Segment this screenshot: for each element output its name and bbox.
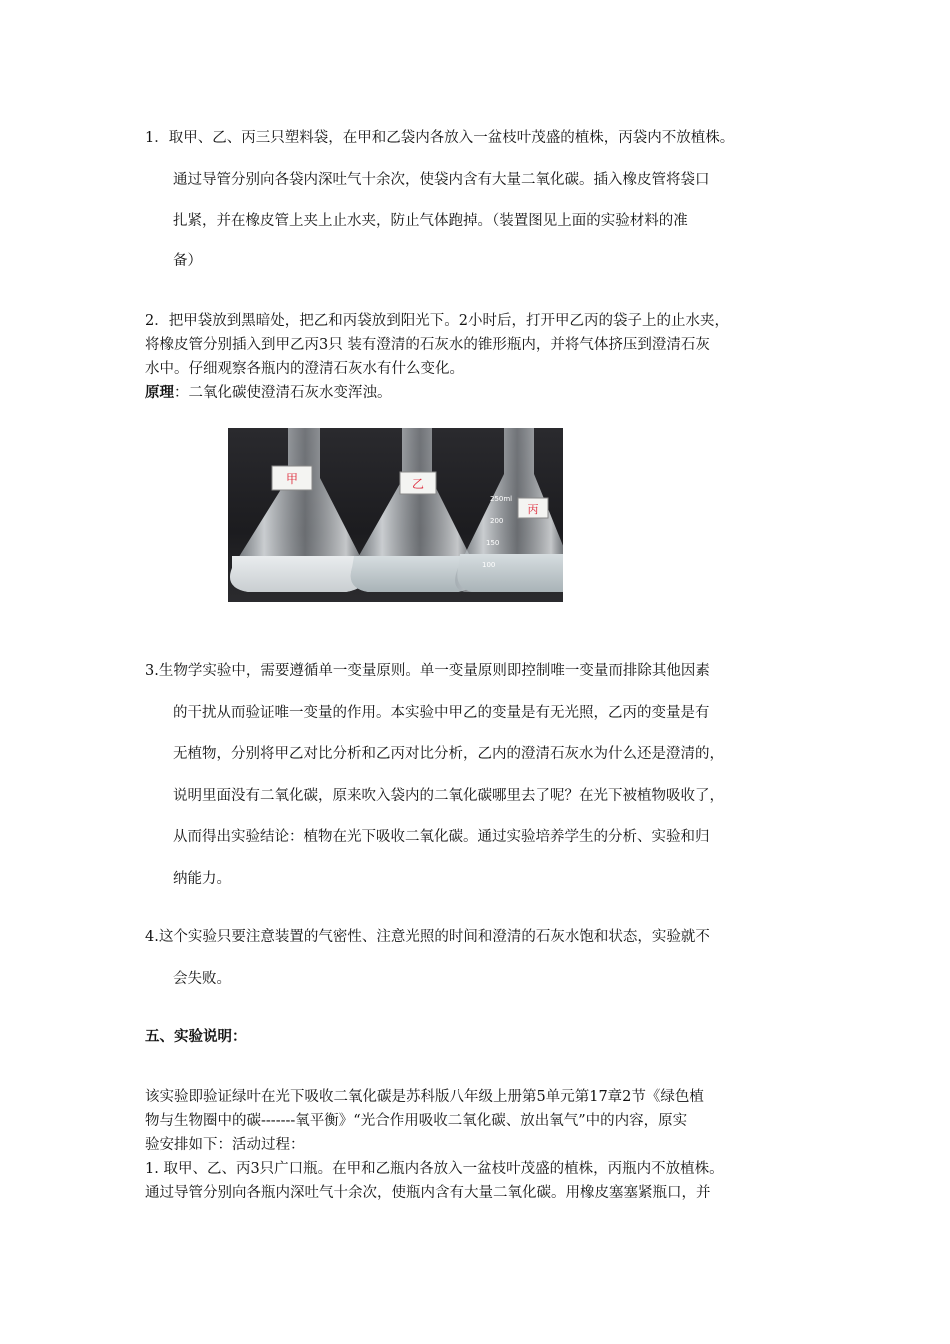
step2-line2: 将橡皮管分别插入到甲乙丙3只 装有澄清的石灰水的锥形瓶内，并将气体挤压到澄清石灰: [145, 337, 710, 353]
section5-line4: 1. 取甲、乙、丙3只广口瓶。在甲和乙瓶内各放入一盆枝叶茂盛的植株，丙瓶内不放植株。: [145, 1161, 724, 1177]
flask-mark-250: 250ml: [490, 495, 513, 503]
principle-text: ：二氧化碳使澄清石灰水变浑浊。: [174, 385, 392, 401]
flask-label-yi: 乙: [411, 477, 425, 491]
step1-line1: 1．取甲、乙、丙三只塑料袋，在甲和乙袋内各放入一盆枝叶茂盛的植株，丙袋内不放植株。: [145, 130, 735, 146]
step3-line4: 说明里面没有二氧化碳，原来吹入袋内的二氧化碳哪里去了呢？在光下被植物吸收了，: [173, 788, 724, 804]
step3-line2: 的干扰从而验证唯一变量的作用。本实验中甲乙的变量是有无光照，乙丙的变量是有: [173, 705, 710, 721]
principle-label: 原理: [145, 385, 174, 401]
step3-line6: 纳能力。: [173, 871, 231, 887]
flask-mark-150: 150: [486, 539, 500, 547]
step4-line1: 4.这个实验只要注意装置的气密性、注意光照的时间和澄清的石灰水饱和状态，实验就不: [145, 929, 710, 945]
step3-line5: 从而得出实验结论：植物在光下吸收二氧化碳。通过实验培养学生的分析、实验和归: [173, 829, 710, 845]
flask-label-jia: 甲: [285, 472, 299, 486]
section5-line2: 物与生物圈中的碳-------氧平衡》“光合作用吸收二氧化碳、放出氧气”中的内容，原实: [145, 1113, 688, 1129]
flask-label-bing: 丙: [527, 503, 539, 516]
step4-line2: 会失败。: [173, 971, 231, 987]
section5-line1: 该实验即验证绿叶在光下吸收二氧化碳是苏科版八年级上册第5单元第17章2节《绿色植: [145, 1089, 704, 1105]
section5-line3: 验安排如下：活动过程：: [145, 1137, 305, 1153]
step2-line3: 水中。仔细观察各瓶内的澄清石灰水有什么变化。: [145, 361, 464, 377]
flask-mark-200: 200: [490, 517, 504, 525]
step3-line1: 3.生物学实验中，需要遵循单一变量原则。单一变量原则即控制唯一变量而排除其他因素: [145, 663, 710, 679]
step1-line4: 备）: [173, 253, 202, 269]
flasks-photo: [228, 428, 563, 602]
flask-mark-100: 100: [482, 561, 496, 569]
section5-heading: 五、实验说明：: [145, 1029, 247, 1045]
step2-line1: 2．把甲袋放到黑暗处，把乙和丙袋放到阳光下。2小时后，打开甲乙丙的袋子上的止水夹，: [145, 313, 729, 329]
principle-line: [145, 383, 392, 403]
step3-line3: 无植物，分别将甲乙对比分析和乙丙对比分析，乙内的澄清石灰水为什么还是澄清的，: [173, 746, 724, 762]
step1-line3: 扎紧，并在橡皮管上夹上止水夹，防止气体跑掉。（装置图见上面的实验材料的准: [173, 213, 688, 229]
section5-line5: 通过导管分别向各瓶内深吐气十余次，使瓶内含有大量二氧化碳。用橡皮塞塞紧瓶口，并: [145, 1185, 711, 1201]
step1-line2: 通过导管分别向各袋内深吐气十余次，使袋内含有大量二氧化碳。插入橡皮管将袋口: [173, 172, 710, 188]
